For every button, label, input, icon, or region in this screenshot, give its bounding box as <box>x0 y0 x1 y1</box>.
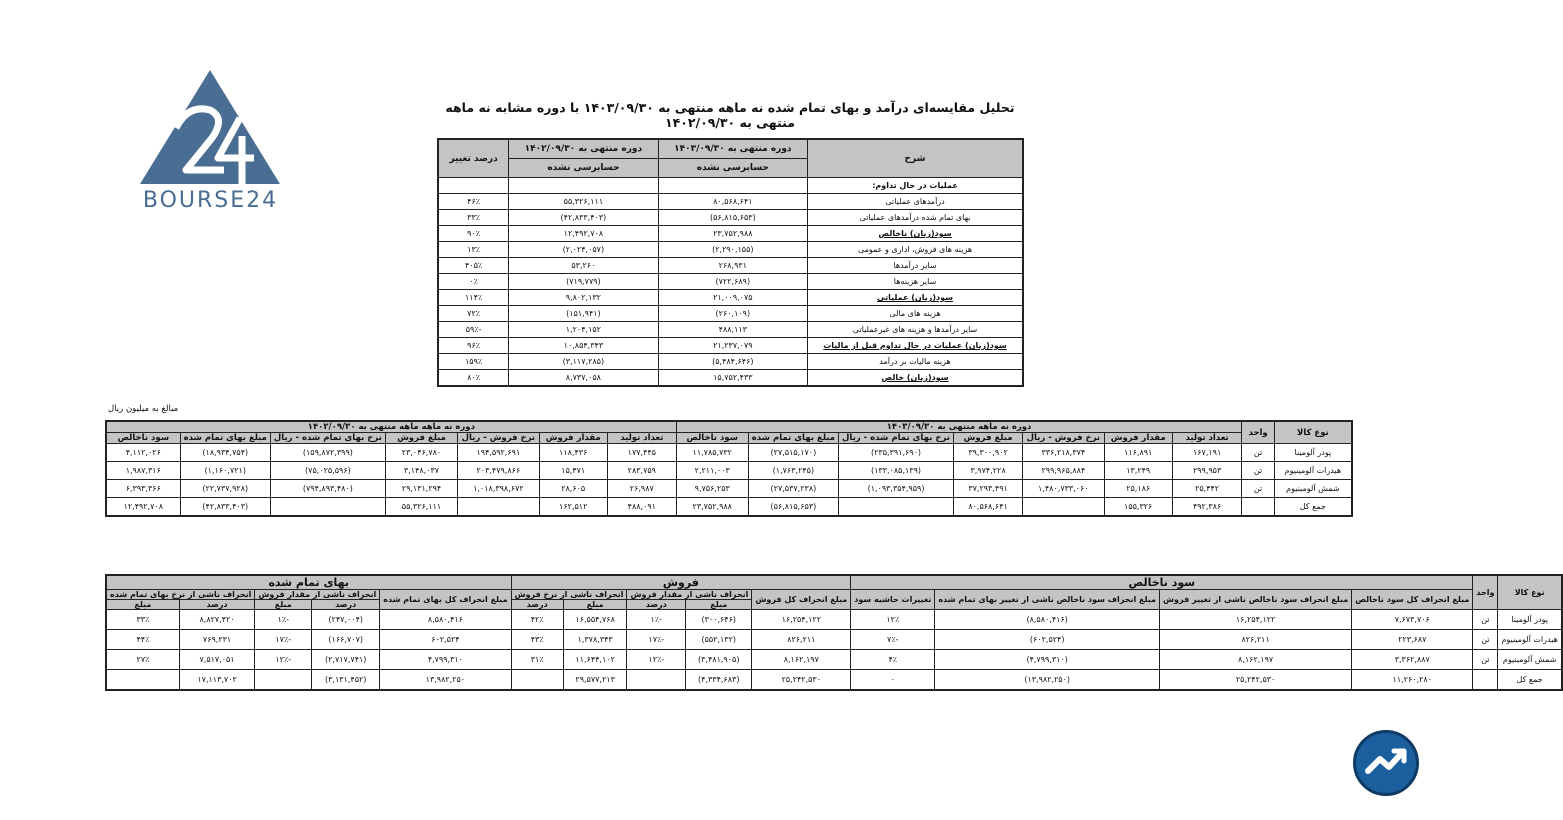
product-prev-value: ۱,۹۸۷,۳۱۶ <box>106 462 180 480</box>
row-change-pct: ۱۱۴٪ <box>438 290 509 306</box>
product-col-header: سود ناخالص <box>106 433 180 444</box>
row-prev-value: (۱۵۱,۹۴۱) <box>509 306 658 322</box>
summary-row <box>438 370 1023 387</box>
summary-row <box>438 258 1023 274</box>
header-prev-group: دوره نه ماهه ماهه منتهی به ۱۴۰۲/۰۹/۳۰ <box>106 421 676 433</box>
product-col-header: تعداد تولید <box>607 433 676 444</box>
gross-value: ۰ <box>851 670 935 691</box>
row-prev-value: ۱۲,۴۹۲,۷۰۸ <box>509 226 658 242</box>
product-prev-value: (۱۵۹,۸۷۲,۳۹۹) <box>270 444 385 462</box>
product-cur-value <box>1023 498 1104 517</box>
header-cost-rate: انحراف ناشی از نرخ بهای تمام شده <box>106 590 255 600</box>
product-cur-value: ۱۶۷,۱۹۱ <box>1172 444 1242 462</box>
row-label: هزینه مالیات بر درآمد <box>808 354 1023 370</box>
variance-row <box>106 630 1562 650</box>
gross-value: ۷,۶۷۳,۷۰۶ <box>1352 610 1473 630</box>
product-cur-value: (۱,۷۶۳,۲۴۵) <box>748 462 838 480</box>
product-row <box>106 444 1352 462</box>
bourse24-logo <box>128 66 293 216</box>
cost-value: ۲۷٪ <box>106 650 179 670</box>
row-cur-value: ۲۶۸,۹۳۱ <box>658 258 807 274</box>
product-cur-value: (۵۶,۸۱۵,۶۵۳) <box>748 498 838 517</box>
logo-text: BOURSE24 <box>142 188 279 213</box>
cost-value: ۸,۸۲۷,۴۲۰ <box>179 610 255 630</box>
product-col-header: مبلغ فروش <box>385 433 457 444</box>
row-cur-value: ۱۵,۷۵۲,۴۳۳ <box>658 370 807 387</box>
row-change-pct: ۱۳٪ <box>438 242 509 258</box>
summary-row <box>438 226 1023 242</box>
summary-row <box>438 242 1023 258</box>
cost-value: ۴,۷۹۹,۳۱۰ <box>380 650 511 670</box>
product-cur-value: ۳۳۶,۲۱۸,۳۷۴ <box>1023 444 1104 462</box>
summary-table <box>437 138 1024 387</box>
row-cur-value: (۵۶,۸۱۵,۶۵۳) <box>658 210 807 226</box>
gross-value: (۴,۷۹۹,۳۱۰) <box>935 650 1160 670</box>
product-unit: تن <box>1242 444 1274 462</box>
sales-value: ۸,۱۶۲,۱۹۷ <box>752 650 851 670</box>
row-change-pct: ۰٪ <box>438 274 509 290</box>
product-col-header: مقدار فروش <box>539 433 607 444</box>
summary-row <box>438 194 1023 210</box>
row-prev-value: (۷۱۹,۷۷۹) <box>509 274 658 290</box>
gross-value: ۱۱,۲۶۰,۲۸۰ <box>1352 670 1473 691</box>
summary-row <box>438 210 1023 226</box>
product-prev-value: ۱,۰۱۸,۳۹۸,۶۷۲ <box>458 480 539 498</box>
sales-value <box>511 670 563 691</box>
row-prev-value: ۸,۷۳۷,۰۵۸ <box>509 370 658 387</box>
product-prev-value: ۶,۳۹۳,۳۶۶ <box>106 480 180 498</box>
row-cur-value: ۲۳,۷۵۲,۹۸۸ <box>658 226 807 242</box>
row-label: سود(زیان) ناخالص <box>808 226 1023 242</box>
summary-row <box>438 354 1023 370</box>
product-prev-value: ۲۰۳,۴۷۹,۸۶۶ <box>458 462 539 480</box>
header-sales-group: فروش <box>511 575 851 590</box>
gross-value: ۸۲۶,۲۱۱ <box>1160 630 1352 650</box>
row-cur-value: ۲۱,۰۰۹,۰۷۵ <box>658 290 807 306</box>
cost-value: ۷,۵۱۷,۰۵۱ <box>179 650 255 670</box>
product-prev-value: ۲۸۳,۷۵۹ <box>607 462 676 480</box>
empty-cell <box>658 178 807 194</box>
sales-value: ۱۶,۲۵۴,۱۲۲ <box>752 610 851 630</box>
header-product-type: نوع کالا <box>1274 421 1352 444</box>
product-cur-value: (۱,۰۹۳,۳۵۴,۹۵۹) <box>839 480 954 498</box>
product-col-header: مقدار فروش <box>1104 433 1172 444</box>
summary-row <box>438 306 1023 322</box>
header-margin-change: تغییرات حاشیه سود <box>851 590 935 610</box>
gross-value: ۲۲۳,۶۸۷ <box>1352 630 1473 650</box>
row-label: سود(زیان) عملیاتی <box>808 290 1023 306</box>
product-row <box>106 480 1352 498</box>
product-prev-value: ۵۵,۳۲۶,۱۱۱ <box>385 498 457 517</box>
product-prev-value: ۴,۱۱۲,۰۲۶ <box>106 444 180 462</box>
product-prev-value: ۴۸۸,۰۹۱ <box>607 498 676 517</box>
product-cur-value: ۲۵,۱۸۶ <box>1104 480 1172 498</box>
row-label: سایر درآمدها و هزینه های غیرعملیاتی <box>808 322 1023 338</box>
section-label: عملیات در حال تداوم: <box>808 178 1023 194</box>
sales-value: ۴۲٪ <box>511 610 563 630</box>
product-unit <box>1242 498 1274 517</box>
product-cur-value: ۳,۹۷۴,۲۲۸ <box>954 462 1023 480</box>
row-label: سایر درآمدها <box>808 258 1023 274</box>
variance-unit: تن <box>1473 630 1498 650</box>
product-cur-value: ۲,۲۱۱,۰۰۳ <box>676 462 748 480</box>
bourse24-logo-icon <box>128 66 293 191</box>
row-change-pct: -۵۹٪ <box>438 322 509 338</box>
row-prev-value: ۹,۸۰۲,۱۳۲ <box>509 290 658 306</box>
gross-value: (۸,۵۸۰,۴۱۶) <box>935 610 1160 630</box>
product-prev-value: ۱۹۴,۵۹۲,۶۹۱ <box>458 444 539 462</box>
cost-value: -۱۲٪ <box>255 650 312 670</box>
product-cur-value: ۹,۷۵۶,۲۵۳ <box>676 480 748 498</box>
cost-value: ۶۰۲,۵۲۴ <box>380 630 511 650</box>
units-note: مبالغ به میلیون ریال <box>108 404 179 414</box>
product-prev-value <box>458 498 539 517</box>
header-sales-rate: انحراف ناشی از نرخ فروش <box>511 590 627 600</box>
trend-chart-icon <box>1356 733 1416 793</box>
product-cur-value: ۲۹۹,۹۵۳ <box>1172 462 1242 480</box>
product-prev-value: (۷۵,۰۲۵,۵۹۶) <box>270 462 385 480</box>
product-col-header: مبلغ فروش <box>954 433 1023 444</box>
variance-unit <box>1473 670 1498 691</box>
summary-row <box>438 290 1023 306</box>
header-amount: مبلغ <box>255 600 312 610</box>
variance-row <box>106 650 1562 670</box>
row-label: سود(زیان) عملیات در حال تداوم قبل از مالیات <box>808 338 1023 354</box>
row-cur-value: ۴۸۸,۱۱۳ <box>658 322 807 338</box>
product-cur-value: (۲۷,۵۱۵,۱۷۰) <box>748 444 838 462</box>
sales-value: ۱۶,۵۵۴,۷۶۸ <box>563 610 627 630</box>
header-amount: مبلغ <box>686 600 752 610</box>
row-label: سود(زیان) خالص <box>808 370 1023 387</box>
sales-value: ۲۹,۵۷۷,۲۱۳ <box>563 670 627 691</box>
variance-table <box>105 574 1563 691</box>
row-prev-value: ۱,۲۰۴,۱۵۲ <box>509 322 658 338</box>
bourse24-badge <box>1353 730 1419 796</box>
product-prev-value: ۲۸,۶۰۵ <box>539 480 607 498</box>
header-gross-total: مبلغ انحراف کل سود ناخالص <box>1352 590 1473 610</box>
row-label: درآمدهای عملیاتی <box>808 194 1023 210</box>
product-cur-value: ۸۰,۵۶۸,۶۴۱ <box>954 498 1023 517</box>
product-prev-value: ۱۶۲,۵۱۲ <box>539 498 607 517</box>
gross-value: ۸,۱۶۲,۱۹۷ <box>1160 650 1352 670</box>
product-name: هیدرات آلومینیوم <box>1274 462 1352 480</box>
product-prev-value: ۱۲,۴۹۲,۷۰۸ <box>106 498 180 517</box>
sales-value: ۱۱,۶۴۴,۱۰۲ <box>563 650 627 670</box>
product-prev-value: (۱,۱۶۰,۷۲۱) <box>180 462 270 480</box>
product-cur-value: (۱۳۳,۰۸۵,۱۳۹) <box>839 462 954 480</box>
gross-value: ۱۶,۲۵۴,۱۲۲ <box>1160 610 1352 630</box>
header-gross-cost: مبلغ انحراف سود ناخالص ناشی از تغییر بهای تمام شده <box>935 590 1160 610</box>
row-prev-value: (۴۲,۸۳۳,۴۰۳) <box>509 210 658 226</box>
cost-value <box>106 670 179 691</box>
product-col-header: مبلغ بهای تمام شده <box>748 433 838 444</box>
product-unit: تن <box>1242 462 1274 480</box>
product-cur-value: ۳۹,۳۰۰,۹۰۲ <box>954 444 1023 462</box>
sales-value: ۳۱٪ <box>511 650 563 670</box>
variance-name: شمش آلومینیوم <box>1498 650 1562 670</box>
row-cur-value: (۷۲۲,۶۸۹) <box>658 274 807 290</box>
row-prev-value: ۵۳,۲۶۰ <box>509 258 658 274</box>
gross-value: ۲۵,۲۴۲,۵۳۰ <box>1160 670 1352 691</box>
product-prev-value: (۱۸,۹۳۴,۷۵۴) <box>180 444 270 462</box>
product-unit: تن <box>1242 480 1274 498</box>
product-col-header: سود ناخالص <box>676 433 748 444</box>
header-prev-period: دوره منتهی به ۱۴۰۲/۰۹/۳۰ <box>509 139 658 159</box>
row-prev-value: ۱۰,۸۵۴,۳۴۳ <box>509 338 658 354</box>
header-cur-group: دوره نه ماهه منتهی به ۱۴۰۳/۰۹/۳۰ <box>676 421 1242 433</box>
header-change: درصد تغییر <box>438 139 509 178</box>
gross-value: -۷٪ <box>851 630 935 650</box>
row-change-pct: ۸۰٪ <box>438 370 509 387</box>
cost-value: ۷۶۹,۲۳۱ <box>179 630 255 650</box>
product-prev-value: ۲۳,۰۴۶,۷۸۰ <box>385 444 457 462</box>
gross-value: ۱۲٪ <box>851 610 935 630</box>
products-table <box>105 420 1353 517</box>
header-percent: درصد <box>511 600 563 610</box>
sales-value: (۳,۴۸۱,۹۰۵) <box>686 650 752 670</box>
product-cur-value: (۲۷,۵۳۷,۲۳۸) <box>748 480 838 498</box>
variance-name: هیدرات آلومینیوم <box>1498 630 1562 650</box>
sales-value: ۸۲۶,۲۱۱ <box>752 630 851 650</box>
sales-value: -۱٪ <box>627 610 686 630</box>
sales-value: ۲۵,۲۴۲,۵۳۰ <box>752 670 851 691</box>
product-prev-value <box>270 498 385 517</box>
product-prev-value: (۷۹۴,۸۹۳,۴۸۰) <box>270 480 385 498</box>
product-cur-value: ۱,۴۸۰,۷۳۳,۰۶۰ <box>1023 480 1104 498</box>
header-sales-qty: انحراف ناشی از مقدار فروش <box>627 590 752 600</box>
product-col-header: نرخ فروش - ریال <box>1023 433 1104 444</box>
cost-value: (۱۶۶,۷۰۷) <box>312 630 380 650</box>
product-col-header: نرخ فروش - ریال <box>458 433 539 444</box>
product-row <box>106 462 1352 480</box>
product-prev-value: ۲۹,۱۳۱,۲۹۴ <box>385 480 457 498</box>
product-cur-value: ۲۳,۷۵۲,۹۸۸ <box>676 498 748 517</box>
header-amount: مبلغ <box>106 600 179 610</box>
cost-value: ۳۳٪ <box>106 610 179 630</box>
product-name: پودر آلومینا <box>1274 444 1352 462</box>
row-prev-value: (۲,۰۲۴,۰۵۷) <box>509 242 658 258</box>
header-product-unit: واحد <box>1242 421 1274 444</box>
sales-value: (۳۰۰,۶۴۶) <box>686 610 752 630</box>
row-label: بهای تمام شده درآمدهای عملیاتی <box>808 210 1023 226</box>
row-cur-value: ۸۰,۵۶۸,۶۴۱ <box>658 194 807 210</box>
cost-value: ۸,۵۸۰,۴۱۶ <box>380 610 511 630</box>
product-col-header: مبلغ بهای تمام شده <box>180 433 270 444</box>
variance-row <box>106 610 1562 630</box>
summary-row <box>438 322 1023 338</box>
header-unaudited: حسابرسی نشده <box>509 159 658 178</box>
row-change-pct: ۳۳٪ <box>438 210 509 226</box>
variance-unit: تن <box>1473 610 1498 630</box>
variance-name: پودر آلومینا <box>1498 610 1562 630</box>
product-prev-value: ۱۱۸,۴۳۶ <box>539 444 607 462</box>
product-cur-value: ۳۷,۲۹۳,۴۹۱ <box>954 480 1023 498</box>
cost-value: (۲۴۷,۰۰۴) <box>312 610 380 630</box>
header-amount: مبلغ <box>563 600 627 610</box>
row-change-pct: ۱۵۹٪ <box>438 354 509 370</box>
sales-value <box>627 670 686 691</box>
variance-unit: تن <box>1473 650 1498 670</box>
cost-value: ۴۴٪ <box>106 630 179 650</box>
header-variance-type: نوع کالا <box>1498 575 1562 610</box>
cost-value: -۱۷٪ <box>255 630 312 650</box>
product-cur-value: ۲۹۹,۹۶۵,۸۸۴ <box>1023 462 1104 480</box>
gross-value: (۶۰۲,۵۲۴) <box>935 630 1160 650</box>
sales-value: ۱,۳۷۸,۳۴۳ <box>563 630 627 650</box>
row-change-pct: ۴۰۵٪ <box>438 258 509 274</box>
variance-name: جمع کل <box>1498 670 1562 691</box>
product-cur-value: ۲۵,۴۴۲ <box>1172 480 1242 498</box>
summary-row <box>438 274 1023 290</box>
row-change-pct: ۹۶٪ <box>438 338 509 354</box>
cost-value: -۱٪ <box>255 610 312 630</box>
empty-cell <box>509 178 658 194</box>
row-cur-value: (۲,۲۹۰,۱۵۵) <box>658 242 807 258</box>
gross-value: (۱۳,۹۸۲,۲۵۰) <box>935 670 1160 691</box>
variance-row <box>106 670 1562 691</box>
product-cur-value <box>839 498 954 517</box>
row-label: هزینه های فروش، اداری و عمومی <box>808 242 1023 258</box>
page-title: تحلیل مقایسه‌ای درآمد و بهای تمام شده نه ماهه منتهی به ۱۴۰۳/۰۹/۳۰ با دوره مشابه نه ماهه منتهی به ۱۴۰۲/۰۹/۳۰ <box>445 100 1015 130</box>
product-col-header: تعداد تولید <box>1172 433 1242 444</box>
product-row <box>106 498 1352 517</box>
row-cur-value: (۵,۴۸۴,۶۴۶) <box>658 354 807 370</box>
product-cur-value: ۴۹۲,۳۸۶ <box>1172 498 1242 517</box>
row-prev-value: ۵۵,۳۲۶,۱۱۱ <box>509 194 658 210</box>
header-variance-unit: واحد <box>1473 575 1498 610</box>
product-prev-value: ۱۵,۴۷۱ <box>539 462 607 480</box>
header-cost-group: بهای تمام شده <box>106 575 511 590</box>
sales-value: (۴,۳۳۴,۶۸۳) <box>686 670 752 691</box>
product-prev-value: ۱۷۷,۴۴۵ <box>607 444 676 462</box>
header-percent: درصد <box>312 600 380 610</box>
product-prev-value: (۲۲,۷۳۷,۹۲۸) <box>180 480 270 498</box>
product-cur-value: ۱۱,۷۸۵,۷۳۲ <box>676 444 748 462</box>
header-gross-group: سود ناخالص <box>851 575 1473 590</box>
header-percent: درصد <box>627 600 686 610</box>
row-cur-value: (۲۶۰,۱۰۹) <box>658 306 807 322</box>
summary-row <box>438 338 1023 354</box>
gross-value: ۳,۳۶۲,۸۸۷ <box>1352 650 1473 670</box>
product-name: شمش آلومینیوم <box>1274 480 1352 498</box>
header-desc: شرح <box>808 139 1023 178</box>
sales-value: (۵۵۲,۱۳۲) <box>686 630 752 650</box>
sales-value: -۱۷٪ <box>627 630 686 650</box>
product-prev-value: (۴۲,۸۳۳,۴۰۳) <box>180 498 270 517</box>
cost-value <box>255 670 312 691</box>
row-change-pct: ۴۶٪ <box>438 194 509 210</box>
header-unaudited: حسابرسی نشده <box>658 159 807 178</box>
product-prev-value: ۳,۱۴۸,۰۳۷ <box>385 462 457 480</box>
cost-value: ۱۷,۱۱۳,۷۰۲ <box>179 670 255 691</box>
row-change-pct: ۷۲٪ <box>438 306 509 322</box>
empty-cell <box>438 178 509 194</box>
row-change-pct: ۹۰٪ <box>438 226 509 242</box>
product-col-header: نرخ بهای تمام شده - ریال <box>270 433 385 444</box>
gross-value: ۴٪ <box>851 650 935 670</box>
row-cur-value: ۲۱,۲۳۷,۰۷۹ <box>658 338 807 354</box>
header-cur-period: دوره منتهی به ۱۴۰۳/۰۹/۳۰ <box>658 139 807 159</box>
product-cur-value: ۱۱۶,۸۹۱ <box>1104 444 1172 462</box>
product-cur-value: ۱۵۵,۳۲۶ <box>1104 498 1172 517</box>
product-col-header: نرخ بهای تمام شده - ریال <box>839 433 954 444</box>
cost-value: (۲,۷۱۷,۷۴۱) <box>312 650 380 670</box>
sales-value: ۴۳٪ <box>511 630 563 650</box>
header-cost-total: مبلغ انحراف کل بهای تمام شده <box>380 590 511 610</box>
row-label: هزینه های مالی <box>808 306 1023 322</box>
row-prev-value: (۳,۱۱۷,۲۸۵) <box>509 354 658 370</box>
row-label: سایر هزینه‌ها <box>808 274 1023 290</box>
sales-value: -۱۲٪ <box>627 650 686 670</box>
header-sales-total: مبلغ انحراف کل فروش <box>752 590 851 610</box>
header-percent: درصد <box>179 600 255 610</box>
product-cur-value: ۱۳,۲۴۹ <box>1104 462 1172 480</box>
product-cur-value: (۲۳۵,۳۹۱,۶۹۰) <box>839 444 954 462</box>
product-prev-value: ۲۶,۹۸۷ <box>607 480 676 498</box>
header-cost-qty: انحراف ناشی از مقدار فروش <box>255 590 380 600</box>
header-gross-sales: مبلغ انحراف سود ناخالص ناشی از تغییر فروش <box>1160 590 1352 610</box>
product-name: جمع کل <box>1274 498 1352 517</box>
cost-value: (۳,۱۳۱,۴۵۲) <box>312 670 380 691</box>
cost-value: ۱۳,۹۸۲,۲۵۰ <box>380 670 511 691</box>
